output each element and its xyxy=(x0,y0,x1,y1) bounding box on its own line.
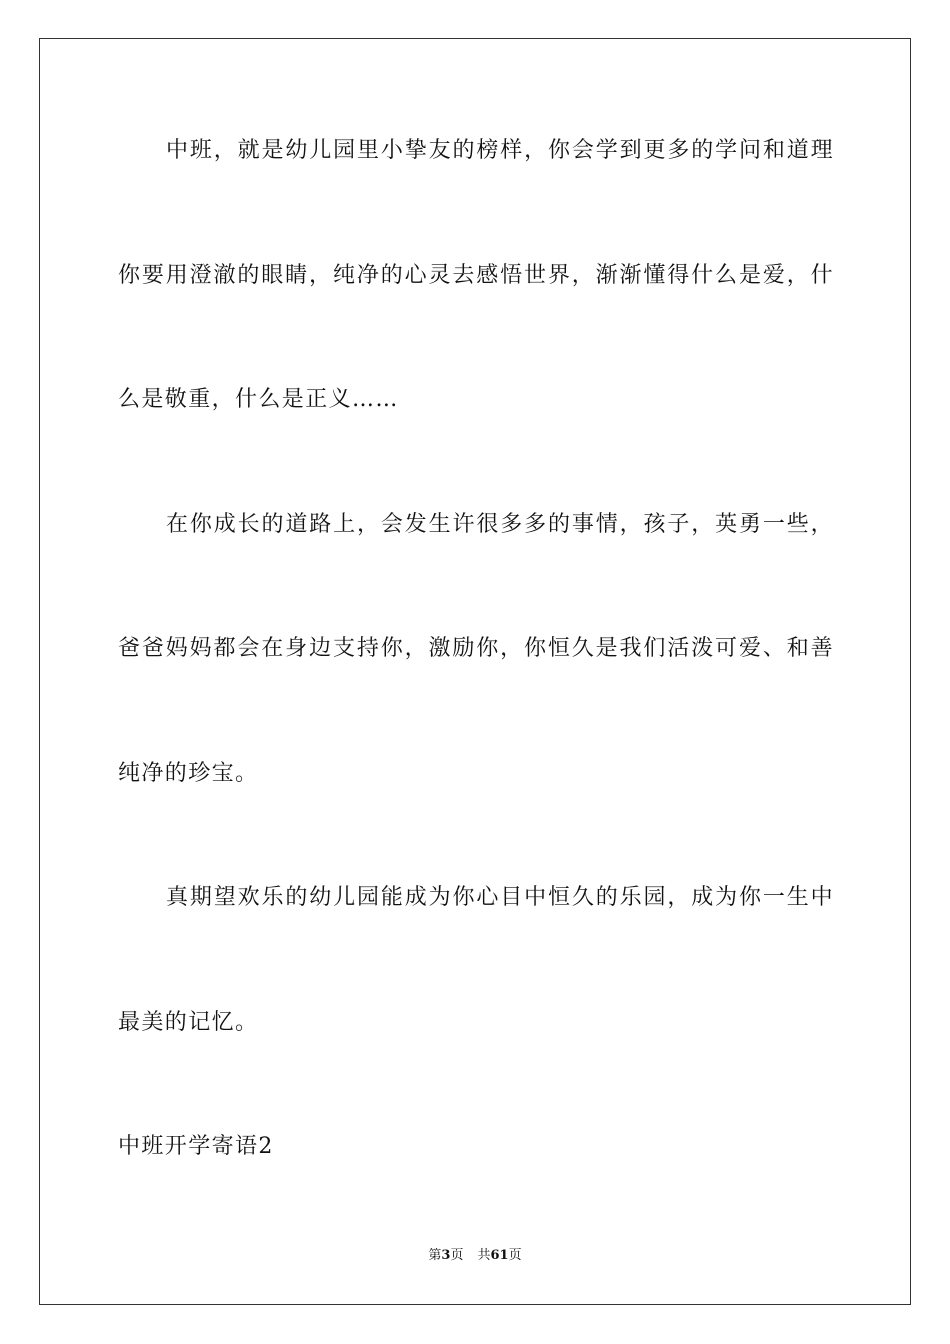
footer-page-prefix: 第 xyxy=(428,1248,442,1263)
paragraph-1-line-2: 你要用澄澈的眼睛，纯净的心灵去感悟世界，渐渐懂得什么是爱，什 xyxy=(118,263,834,288)
footer-total-pages: 61 xyxy=(490,1248,509,1263)
section-heading: 中班开学寄语2 xyxy=(118,1134,274,1159)
paragraph-3-line-2: 最美的记忆。 xyxy=(118,1010,259,1035)
footer-total-prefix: 共 xyxy=(477,1248,491,1263)
page-frame xyxy=(39,38,911,1305)
paragraph-2-line-3: 纯净的珍宝。 xyxy=(118,761,259,786)
paragraph-3-line-1: 真期望欢乐的幼儿园能成为你心目中恒久的乐园，成为你一生中 xyxy=(166,885,834,910)
footer-total-suffix: 页 xyxy=(508,1248,522,1263)
paragraph-1-line-3: 么是敬重，什么是正义…… xyxy=(118,387,399,412)
paragraph-2-line-2: 爸爸妈妈都会在身边支持你，激励你，你恒久是我们活泼可爱、和善 xyxy=(118,636,834,661)
paragraph-2-line-1: 在你成长的道路上，会发生许很多多的事情，孩子，英勇一些， xyxy=(166,512,834,537)
page-footer xyxy=(0,1247,950,1265)
paragraph-1-line-1: 中班，就是幼儿园里小挚友的榜样，你会学到更多的学问和道理 xyxy=(166,138,834,163)
footer-page-suffix: 页 xyxy=(450,1248,464,1263)
footer-page-number: 3 xyxy=(441,1248,451,1263)
